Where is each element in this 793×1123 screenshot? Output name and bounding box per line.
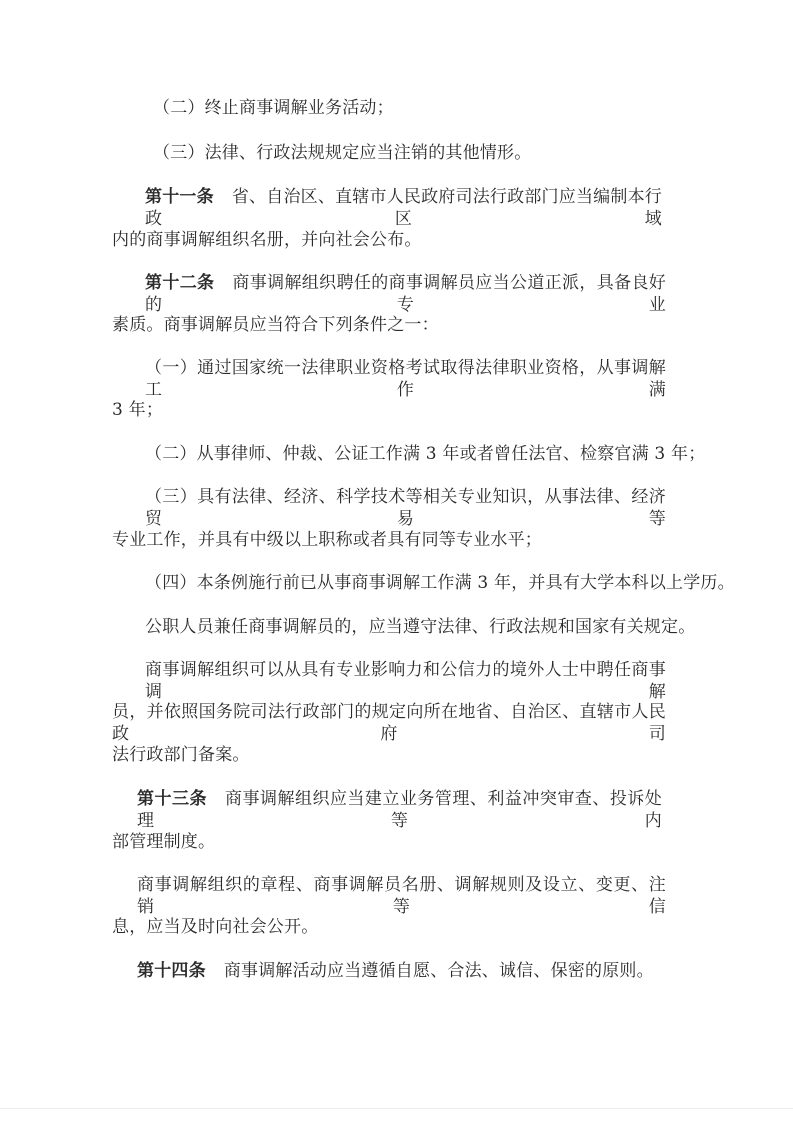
- article-13-heading: 第十三条: [137, 789, 207, 809]
- text-line: （一）通过国家统一法律职业资格考试取得法律职业资格，从事调解工作满: [145, 358, 666, 400]
- page-bottom-divider: [0, 1108, 793, 1109]
- text-line: （二）终止商事调解业务活动；: [153, 98, 394, 118]
- text-line: 素质。商事调解员应当符合下列条件之一：: [112, 315, 439, 335]
- text-line: （二）从事律师、仲裁、公证工作满 3 年或者曾任法官、检察官满 3 年；: [145, 444, 706, 464]
- text-line: 内的商事调解组织名册，并向社会公布。: [112, 230, 422, 250]
- article-14-line-1: [137, 960, 654, 982]
- text-line: 商事调解组织的章程、商事调解员名册、调解规则及设立、变更、注销等信: [137, 875, 666, 917]
- text-line: 部管理制度。: [112, 832, 216, 852]
- text-line: 专业工作，并具有中级以上职称或者具有同等专业水平；: [112, 530, 542, 550]
- text-line: 商事调解组织可以从具有专业影响力和公信力的境外人士中聘任商事调解: [145, 660, 666, 702]
- text-line: （四）本条例施行前已从事商事调解工作满 3 年，并具有大学本科以上学历。: [145, 573, 735, 593]
- text-line: 法行政部门备案。: [112, 745, 250, 765]
- article-14-heading: 第十四条: [137, 961, 206, 981]
- text-line: 商事调解活动应当遵循自愿、合法、诚信、保密的原则。: [223, 961, 654, 981]
- article-11-heading: 第十一条: [145, 187, 214, 207]
- article-13-line-1: [137, 788, 662, 832]
- article-12-heading: 第十二条: [145, 273, 215, 293]
- text-line: 公职人员兼任商事调解员的，应当遵守法律、行政法规和国家有关规定。: [145, 617, 696, 637]
- text-line: 省、自治区、直辖市人民政府司法行政部门应当编制本行政区域: [145, 187, 662, 229]
- text-line: 息，应当及时向社会公开。: [112, 917, 319, 937]
- text-line: 商事调解组织应当建立业务管理、利益冲突审查、投诉处理等内: [137, 789, 663, 831]
- text-line: 员，并依照国务院司法行政部门的规定向所在地省、自治区、直辖市人民政府司: [112, 702, 666, 744]
- article-11-line-1: [145, 186, 662, 230]
- text-line: （三）法律、行政法规规定应当注销的其他情形。: [153, 143, 532, 163]
- text-line: 商事调解组织聘任的商事调解员应当公道正派，具备良好的专业: [145, 273, 666, 315]
- text-line: 3 年；: [112, 400, 164, 420]
- article-12-line-1: [145, 272, 666, 316]
- text-line: （三）具有法律、经济、科学技术等相关专业知识，从事法律、经济贸易等: [145, 487, 666, 529]
